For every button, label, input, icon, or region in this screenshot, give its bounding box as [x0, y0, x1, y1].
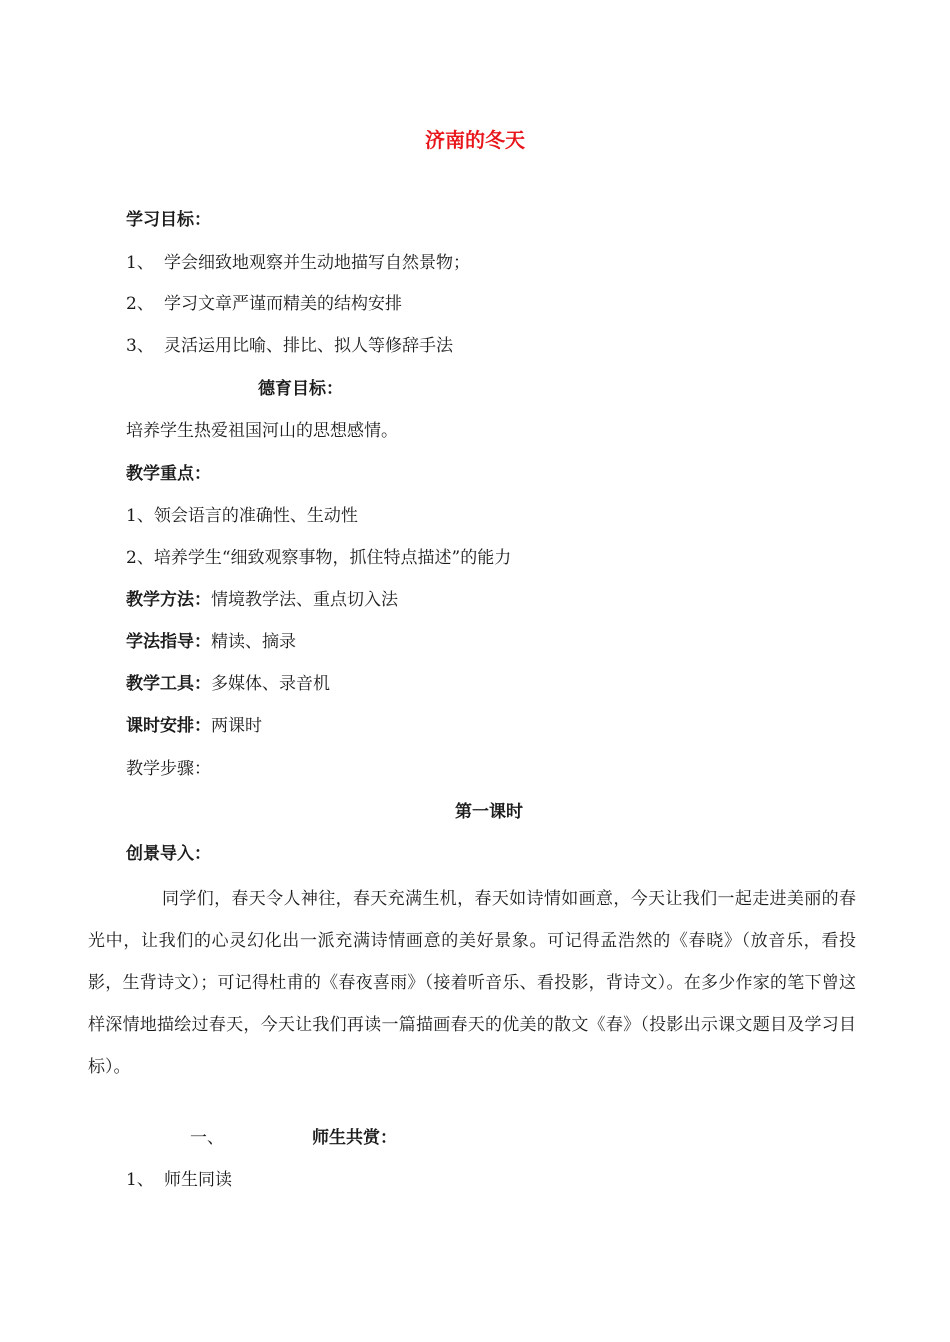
- section-number: 一、: [190, 1128, 224, 1148]
- list-number: 1、: [126, 253, 154, 273]
- list-text: 学会细致地观察并生动地描写自然景物；: [164, 253, 470, 273]
- moral-goal-text: 培养学生热爱祖国河山的思想感情。: [126, 421, 398, 441]
- field-value: 情境教学法、重点切入法: [211, 590, 398, 610]
- teaching-tools: [126, 672, 330, 696]
- list-number: 2、: [126, 294, 154, 314]
- list-text: 师生同读: [164, 1170, 232, 1190]
- list-text: 学习文章严谨而精美的结构安排: [164, 294, 402, 314]
- lesson-one-heading: 第一课时: [455, 802, 523, 822]
- list-number: 3、: [126, 336, 154, 356]
- study-guide: [126, 630, 296, 654]
- key-points-heading: 教学重点：: [126, 464, 211, 484]
- field-value: 两课时: [211, 716, 262, 736]
- key-point-2: 2、培养学生“细致观察事物，抓住特点描述”的能力: [126, 548, 512, 568]
- field-label: 教学工具：: [126, 674, 211, 694]
- list-text: 灵活运用比喻、排比、拟人等修辞手法: [164, 336, 453, 356]
- intro-paragraph: 同学们，春天令人神往，春天充满生机，春天如诗情如画意，今天让我们一起走进美丽的春光中，让我们的心灵幻化出一派充满诗情画意的美好景象。可记得孟浩然的《春晓》（放音乐，看投影，生背诗文）；可记得杜甫的《春夜喜雨》（接着听音乐、看投影，背诗文）。在多少作家的笔下曾这样深情地描绘过春天，今天让我们再读一篇描画春天的优美的散文《春》（投影出示课文题目及学习目标）。: [88, 889, 856, 1077]
- teaching-method: [126, 588, 398, 612]
- class-schedule: [126, 714, 262, 738]
- intro-heading: 创景导入：: [126, 844, 211, 864]
- moral-goal-heading: 德育目标：: [258, 379, 343, 399]
- section-title: 师生共赏：: [312, 1128, 397, 1148]
- learning-goals-heading: 学习目标：: [126, 210, 211, 230]
- list-number: 1、: [126, 1170, 154, 1190]
- field-value: 精读、摘录: [211, 632, 296, 652]
- field-label: 课时安排：: [126, 716, 211, 736]
- field-label: 学法指导：: [126, 632, 211, 652]
- teaching-steps-heading: 教学步骤：: [126, 759, 211, 779]
- key-point-1: 1、领会语言的准确性、生动性: [126, 506, 358, 526]
- field-label: 教学方法：: [126, 590, 211, 610]
- page-title: 济南的冬天: [425, 128, 525, 152]
- field-value: 多媒体、录音机: [211, 674, 330, 694]
